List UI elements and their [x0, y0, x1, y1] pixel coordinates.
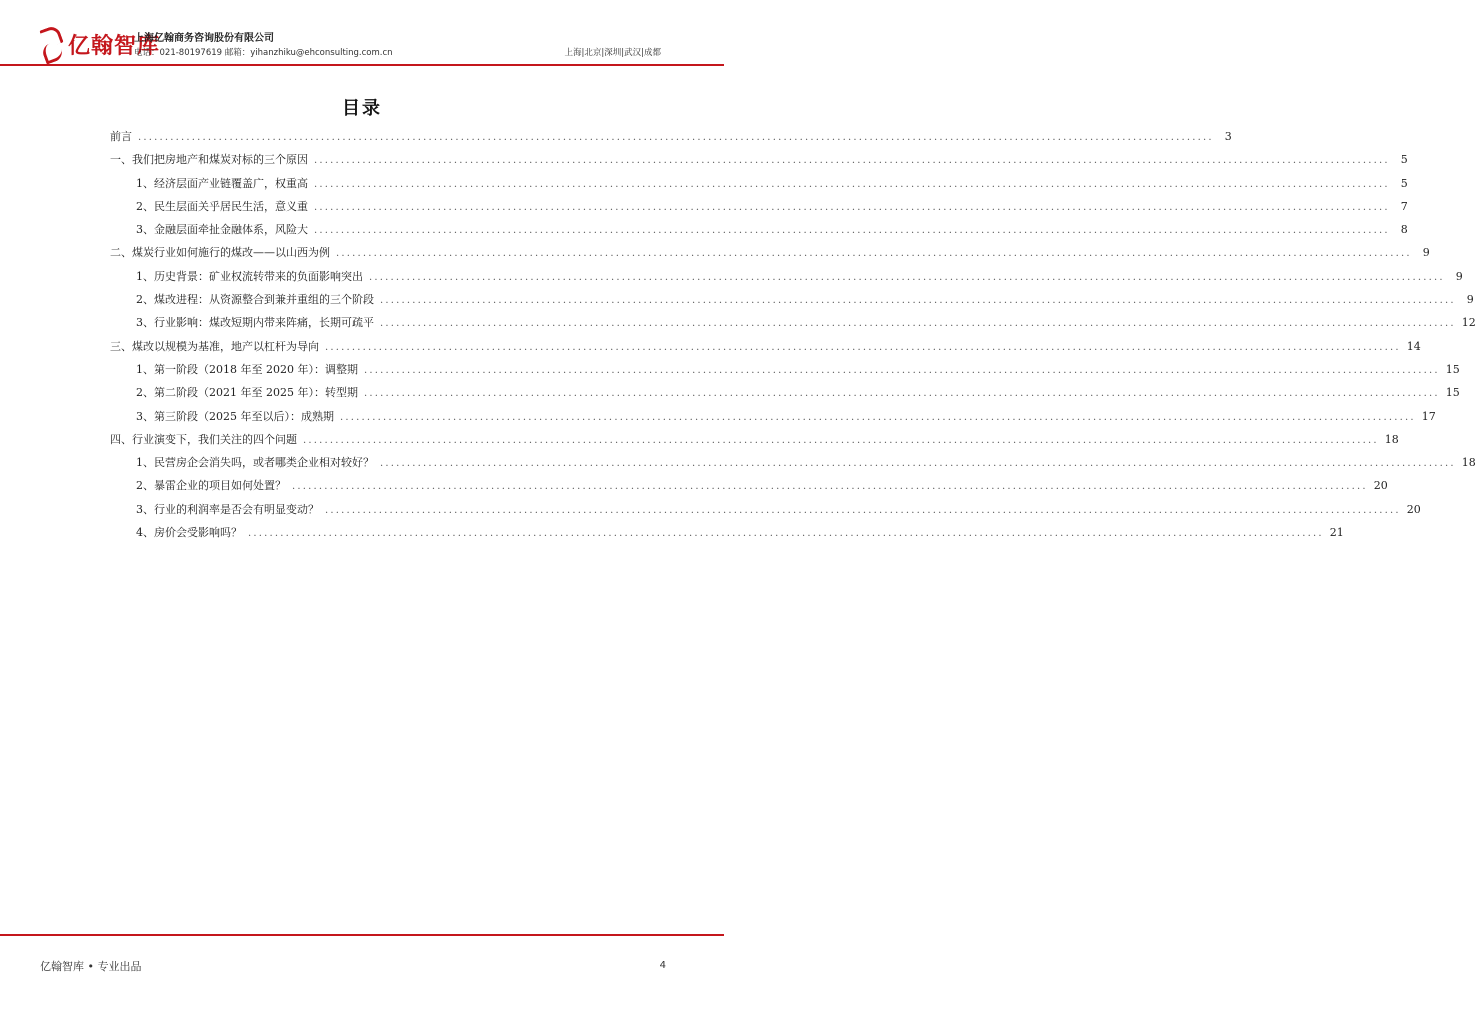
toc-entry-label: 一、我们把房地产和煤炭对标的三个原因	[110, 153, 308, 167]
toc-leader-dots: ........................................................................................................................................................................................................	[314, 225, 1390, 237]
toc-leader-dots: ........................................................................................................................................................................................................	[292, 481, 1368, 493]
company-name: 上海亿翰商务咨询股份有限公司	[134, 33, 274, 44]
toc-entry-label: 前言	[110, 130, 132, 143]
toc-entry[interactable]	[110, 151, 1408, 174]
toc-leader-dots: ........................................................................................................................................................................................................	[369, 271, 1445, 283]
page-number: 4	[659, 960, 666, 971]
footer-divider	[0, 934, 724, 936]
toc-entry-page: 21	[1329, 526, 1344, 540]
logo-text: 亿翰智库	[68, 33, 161, 59]
toc-entry[interactable]	[110, 128, 1232, 151]
toc-entry-page: 15	[1445, 362, 1460, 376]
toc-entry[interactable]	[110, 361, 1460, 384]
office-cities: 上海|北京|深圳|武汉|成都	[564, 48, 661, 58]
toc-leader-dots: ........................................................................................................................................................................................................	[380, 458, 1456, 470]
toc-entry-label: 2、民生层面关乎居民生活，意义重	[136, 199, 308, 213]
toc-leader-dots: ........................................................................................................................................................................................................	[380, 318, 1456, 330]
toc-leader-dots: ........................................................................................................................................................................................................	[380, 295, 1456, 307]
toc-entry-page: 7	[1400, 199, 1408, 213]
toc-entry-page: 9	[1422, 246, 1430, 260]
toc-entry-label: 2、暴雷企业的项目如何处置？	[136, 479, 286, 493]
toc-entry-page: 14	[1406, 339, 1421, 353]
toc-entry-page: 20	[1406, 502, 1421, 516]
toc-leader-dots: ........................................................................................................................................................................................................	[314, 201, 1390, 213]
toc-entry-page: 20	[1373, 479, 1388, 493]
toc-entry-page: 8	[1400, 223, 1408, 237]
toc-entry[interactable]	[110, 384, 1460, 407]
toc-entry-label: 3、金融层面牵扯金融体系，风险大	[136, 223, 308, 237]
toc-leader-dots: ........................................................................................................................................................................................................	[336, 248, 1412, 260]
toc-entry-label: 2、煤改进程：从资源整合到兼并重组的三个阶段	[136, 293, 374, 307]
toc-entry-label: 4、房价会受影响吗？	[136, 526, 242, 540]
toc-entry[interactable]	[110, 408, 1436, 431]
page-title: 目录	[342, 98, 382, 119]
toc-entry-label: 1、经济层面产业链覆盖广，权重高	[136, 176, 308, 190]
toc-entry-label: 三、煤改以规模为基准，地产以杠杆为导向	[110, 339, 319, 353]
toc-leader-dots: ........................................................................................................................................................................................................	[325, 504, 1401, 516]
toc-entry-label: 3、行业的利润率是否会有明显变动？	[136, 502, 319, 516]
toc-leader-dots: ........................................................................................................................................................................................................	[248, 528, 1324, 540]
toc-leader-dots: ........................................................................................................................................................................................................	[340, 411, 1416, 423]
table-of-contents	[110, 128, 1476, 547]
toc-leader-dots: ........................................................................................................................................................................................................	[303, 434, 1379, 446]
toc-leader-dots: ........................................................................................................................................................................................................	[138, 132, 1214, 143]
toc-entry[interactable]	[110, 338, 1421, 361]
toc-entry[interactable]	[110, 221, 1408, 244]
toc-entry[interactable]	[110, 268, 1463, 291]
toc-entry-label: 1、民营房企会消失吗，或者哪类企业相对较好？	[136, 456, 374, 470]
logo-mark-icon	[40, 25, 62, 63]
footer-brand: 亿翰智库 • 专业出品	[40, 960, 142, 973]
toc-entry[interactable]	[110, 175, 1408, 198]
toc-entry-page: 18	[1384, 432, 1399, 446]
toc-entry[interactable]	[110, 501, 1421, 524]
toc-entry-page: 18	[1461, 456, 1476, 470]
toc-entry-page: 17	[1421, 409, 1436, 423]
toc-entry-page: 5	[1400, 176, 1408, 190]
toc-entry[interactable]	[110, 198, 1408, 221]
toc-entry[interactable]	[110, 524, 1344, 547]
toc-entry-label: 3、行业影响：煤改短期内带来阵痛，长期可疏平	[136, 316, 374, 330]
toc-entry-label: 3、第三阶段（2025 年至以后）：成熟期	[136, 409, 334, 423]
toc-entry[interactable]	[110, 454, 1476, 477]
toc-leader-dots: ........................................................................................................................................................................................................	[363, 364, 1440, 376]
contact-info: 电话：021-80197619 邮箱：yihanzhiku@ehconsulting.com.cn	[134, 48, 393, 58]
toc-entry-label: 2、第二阶段（2021 年至 2025 年）：转型期	[136, 386, 358, 400]
toc-entry-label: 1、第一阶段（2018 年至 2020 年）：调整期	[136, 362, 358, 376]
toc-entry[interactable]	[110, 477, 1388, 500]
toc-entry-page: 12	[1461, 316, 1476, 330]
header-divider	[0, 64, 724, 66]
toc-entry-label: 1、历史背景：矿业权流转带来的负面影响突出	[136, 269, 363, 283]
toc-entry[interactable]	[110, 431, 1399, 454]
toc-entry-page: 15	[1445, 386, 1460, 400]
toc-entry-page: 3	[1224, 130, 1232, 143]
toc-entry[interactable]	[110, 244, 1430, 267]
toc-entry[interactable]	[110, 291, 1474, 314]
toc-entry-page: 5	[1400, 153, 1408, 167]
toc-entry[interactable]	[110, 314, 1476, 337]
toc-entry-page: 9	[1455, 269, 1463, 283]
toc-leader-dots: ........................................................................................................................................................................................................	[314, 178, 1390, 190]
toc-entry-label: 四、行业演变下，我们关注的四个问题	[110, 432, 297, 446]
toc-leader-dots: ........................................................................................................................................................................................................	[314, 155, 1390, 167]
toc-leader-dots: ........................................................................................................................................................................................................	[325, 341, 1401, 353]
toc-entry-page: 9	[1466, 293, 1474, 307]
toc-entry-label: 二、煤炭行业如何施行的煤改——以山西为例	[110, 246, 330, 260]
toc-leader-dots: ........................................................................................................................................................................................................	[363, 388, 1440, 400]
